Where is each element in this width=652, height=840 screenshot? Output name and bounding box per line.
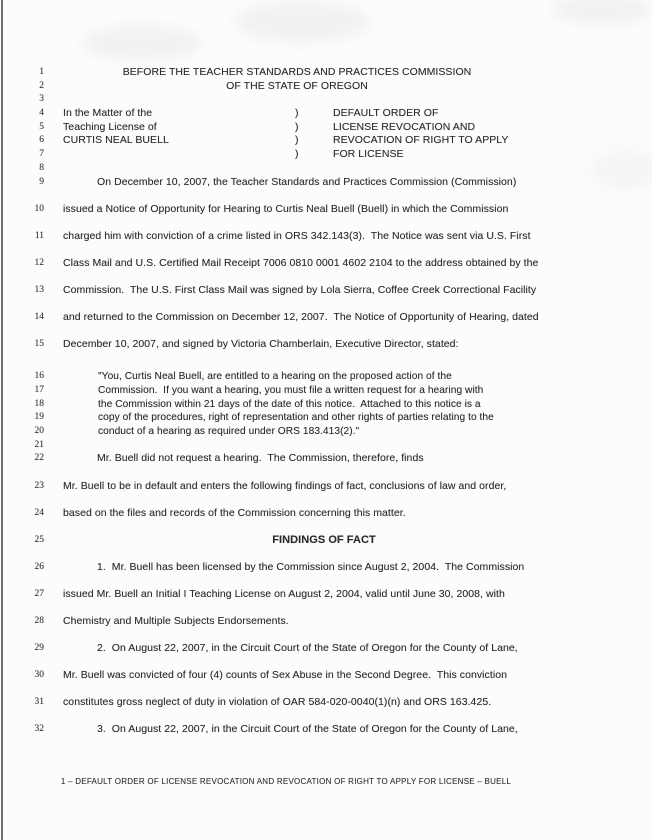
quote-line: copy of the procedures, right of representation and other rights of parties relating to the — [98, 412, 494, 424]
line-number: 1 — [39, 67, 44, 77]
caption-paren: ) — [295, 107, 299, 120]
line-number: 23 — [34, 481, 44, 491]
caption-title-text: DEFAULT ORDER OF — [333, 107, 439, 120]
line-18 — [0, 398, 652, 412]
caption-title-text: LICENSE REVOCATION AND — [333, 120, 476, 133]
line-3 — [0, 93, 652, 107]
scan-smudge — [235, 2, 370, 42]
quote-line: "You, Curtis Neal Buell, are entitled to a hearing on the proposed action of the — [98, 371, 452, 383]
scan-smudge — [552, 0, 652, 24]
line-number: 8 — [39, 162, 44, 173]
line-19 — [0, 411, 652, 425]
quote-line: the Commission within 21 days of the date of this notice. Attached to this notice is a — [98, 398, 481, 410]
finding-line: 2. On August 22, 2007, in the Circuit Court of the State of Oregon for the County of Lane, — [97, 642, 518, 654]
body-line: charged him with conviction of a crime listed in ORS 342.143(3). The Notice was sent via U.S. First — [63, 230, 531, 243]
page-footer-title: 1 – DEFAULT ORDER OF LICENSE REVOCATION AND REVOCATION OF RIGHT TO APPLY FOR LICENSE – BUELL — [60, 777, 512, 786]
line-number: 21 — [34, 439, 44, 450]
line-number: 30 — [34, 670, 44, 680]
line-16 — [0, 370, 652, 384]
line-number: 15 — [34, 339, 44, 350]
body-line: based on the files and records of the Commission concerning this matter. — [63, 507, 406, 519]
line-number: 27 — [34, 589, 44, 599]
body-line: Class Mail and U.S. Certified Mail Receipt 7006 0810 0001 4602 2104 to the address obtained by the — [63, 257, 539, 270]
line-27 — [0, 574, 652, 601]
finding-line: 3. On August 22, 2007, in the Circuit Court of the State of Oregon for the County of Lane, — [97, 723, 518, 735]
pleading-body — [0, 66, 652, 736]
line-number: 31 — [34, 697, 44, 707]
body-line: Mr. Buell to be in default and enters the following findings of fact, conclusions of law and order, — [63, 480, 507, 492]
court-heading-line-2: OF THE STATE OF OREGON — [226, 79, 368, 92]
line-number: 2 — [39, 80, 44, 91]
line-10 — [0, 189, 652, 216]
line-number: 5 — [39, 121, 44, 132]
line-number: 17 — [34, 384, 44, 395]
body-line: Mr. Buell did not request a hearing. The Commission, therefore, finds — [97, 452, 424, 465]
caption-title-text: REVOCATION OF RIGHT TO APPLY — [333, 134, 509, 147]
line-number: 20 — [34, 425, 44, 436]
line-1 — [0, 66, 652, 80]
body-line: issued a Notice of Opportunity for Hearing to Curtis Neal Buell (Buell) in which the Commission — [63, 203, 509, 216]
finding-line: constitutes gross neglect of duty in violation of OAR 584-020-0040(1)(n) and ORS 163.425. — [63, 696, 492, 708]
body-line: December 10, 2007, and signed by Victoria Chamberlain, Executive Director, stated: — [63, 338, 459, 351]
line-29 — [0, 628, 652, 655]
caption-paren: ) — [295, 120, 299, 133]
line-number: 28 — [34, 616, 44, 626]
caption-row — [63, 107, 620, 121]
line-13 — [0, 270, 652, 297]
line-6 — [0, 134, 652, 148]
court-heading-line-1: BEFORE THE TEACHER STANDARDS AND PRACTICES COMMISSION — [122, 66, 472, 78]
line-number: 13 — [34, 285, 44, 296]
line-number: 22 — [34, 453, 44, 464]
caption-row — [63, 121, 620, 135]
finding-line: 1. Mr. Buell has been licensed by the Commission since August 2, 2004. The Commission — [97, 561, 525, 573]
caption-title-text: FOR LICENSE — [333, 148, 404, 161]
line-number: 18 — [34, 398, 44, 409]
line-21 — [0, 439, 652, 453]
caption-row — [63, 148, 620, 162]
caption-paren: ) — [295, 148, 299, 161]
line-17 — [0, 384, 652, 398]
body-line: On December 10, 2007, the Teacher Standards and Practices Commission (Commission) — [97, 175, 517, 188]
line-number: 4 — [39, 108, 44, 119]
scan-smudge — [82, 26, 202, 60]
line-32 — [0, 709, 652, 736]
line-20 — [0, 425, 652, 439]
line-number: 26 — [34, 562, 44, 572]
line-number: 24 — [34, 508, 44, 518]
line-23 — [0, 466, 652, 493]
line-number: 16 — [34, 371, 44, 382]
line-number: 9 — [39, 176, 44, 187]
caption-party-text: Teaching License of — [63, 120, 157, 133]
body-line: Commission. The U.S. First Class Mail was signed by Lola Sierra, Coffee Creek Correctional Facility — [63, 284, 537, 297]
line-number: 12 — [34, 258, 44, 269]
line-number: 10 — [34, 204, 44, 215]
finding-line: issued Mr. Buell an Initial I Teaching License on August 2, 2004, valid until June 30, 2008, with — [63, 588, 505, 600]
line-2 — [0, 80, 652, 94]
line-number: 11 — [34, 231, 44, 242]
body-line: and returned to the Commission on December 12, 2007. The Notice of Opportunity of Hearing, dated — [63, 311, 539, 324]
line-26 — [0, 547, 652, 574]
line-number: 7 — [39, 149, 44, 160]
caption-paren: ) — [295, 134, 299, 147]
line-30 — [0, 655, 652, 682]
line-24 — [0, 493, 652, 520]
quote-line: conduct of a hearing as required under ORS 183.413(2)." — [98, 425, 360, 437]
line-5 — [0, 121, 652, 135]
line-number: 6 — [39, 135, 44, 146]
line-7 — [0, 148, 652, 162]
quote-line: Commission. If you want a hearing, you must file a written request for a hearing with — [98, 384, 484, 396]
line-8 — [0, 162, 652, 176]
caption-party-text — [63, 148, 295, 162]
line-number: 19 — [34, 412, 44, 423]
line-number: 14 — [34, 312, 44, 323]
line-number: 25 — [34, 535, 44, 545]
line-4 — [0, 107, 652, 121]
line-number: 32 — [34, 724, 44, 734]
caption-party-text: In the Matter of the — [63, 107, 153, 120]
line-number: 3 — [39, 94, 44, 105]
line-15 — [0, 324, 652, 351]
line-14 — [0, 297, 652, 324]
finding-line: Chemistry and Multiple Subjects Endorsements. — [63, 615, 289, 627]
line-22 — [0, 452, 652, 466]
caption-party-text: CURTIS NEAL BUELL — [63, 134, 169, 147]
line-28 — [0, 601, 652, 628]
line-25 — [0, 520, 652, 547]
line-9 — [0, 176, 652, 190]
line-12 — [0, 243, 652, 270]
blank-line — [63, 439, 620, 453]
blank-line — [63, 93, 620, 107]
caption-row — [63, 134, 620, 148]
finding-line: Mr. Buell was convicted of four (4) counts of Sex Abuse in the Second Degree. This conviction — [63, 669, 507, 681]
line-number: 29 — [34, 643, 44, 653]
line-11 — [0, 216, 652, 243]
findings-of-fact-heading: FINDINGS OF FACT — [272, 534, 376, 546]
line-31 — [0, 682, 652, 709]
blank-line — [63, 162, 620, 176]
